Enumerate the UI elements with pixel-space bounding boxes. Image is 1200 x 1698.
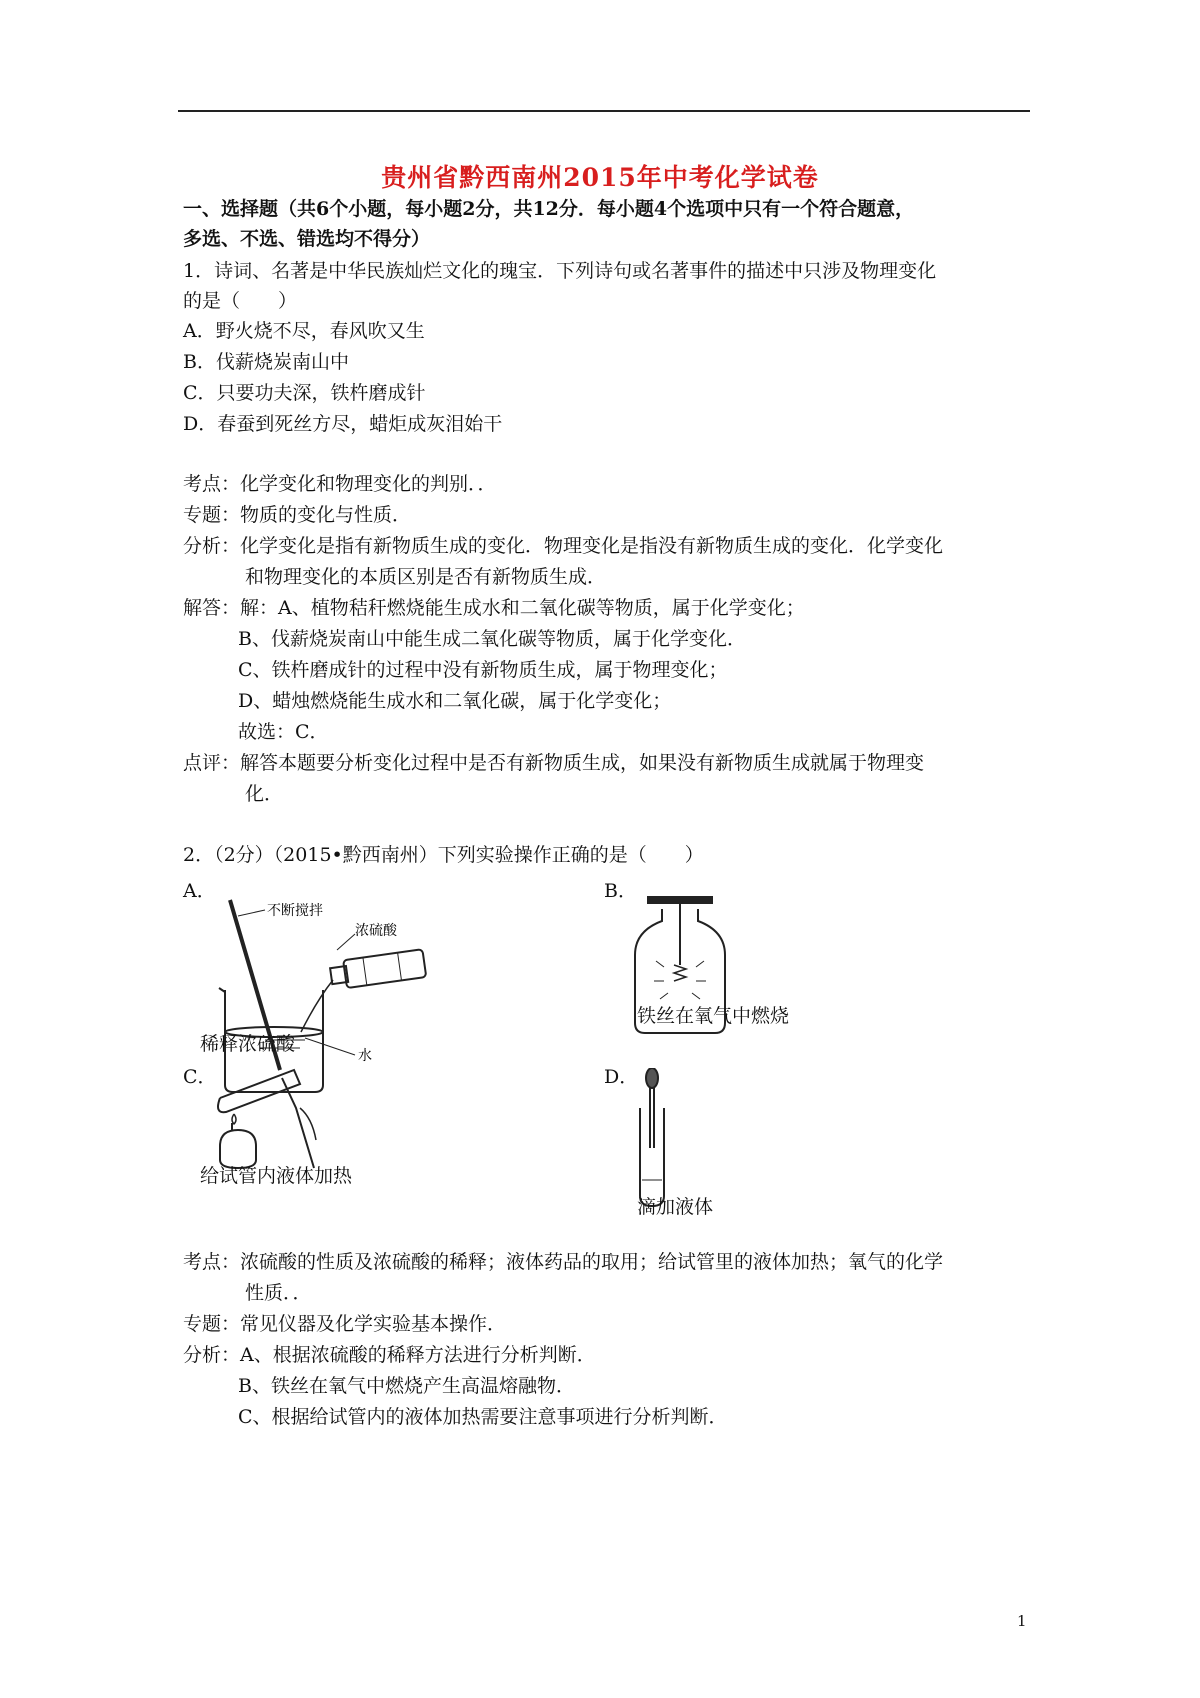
- q1-dianping: 点评：解答本题要分析变化过程中是否有新物质生成，如果没有新物质生成就属于物理变: [183, 752, 925, 774]
- q1-option-c: C．只要功夫深，铁杵磨成针: [183, 382, 426, 404]
- page-title: 贵州省黔西南州2015年中考化学试卷: [381, 163, 819, 192]
- q2-option-c: C．: [183, 1066, 217, 1088]
- q1-kaodian: 考点：化学变化和物理变化的判别．．: [183, 473, 497, 495]
- q1-option-a: A．野火烧不尽，春风吹又生: [183, 320, 425, 342]
- q1-stem-cont: 的是（ ）: [183, 290, 298, 312]
- q1-dianping-cont: 化．: [245, 783, 284, 805]
- q1-option-b: B．伐薪烧炭南山中: [183, 351, 349, 373]
- q2-stem: 2．（2分）（2015•黔西南州）下列实验操作正确的是（ ）: [183, 844, 704, 866]
- header-rule: [178, 110, 1030, 112]
- q1-fenxi-cont: 和物理变化的本质区别是否有新物质生成．: [245, 566, 607, 588]
- section-heading-cont: 多选、不选、错选均不得分）: [183, 228, 431, 250]
- q1-jieda-c: C、铁杵磨成针的过程中没有新物质生成，属于物理变化；: [238, 659, 728, 681]
- figure-dropper: [632, 1068, 672, 1208]
- q2-fenxi-b: B、铁丝在氧气中燃烧产生高温熔融物．: [238, 1375, 575, 1397]
- q1-jieda-d: D、蜡烛燃烧能生成水和二氧化碳，属于化学变化；: [238, 690, 672, 712]
- page-number: 1: [1017, 1612, 1027, 1630]
- q2-kaodian: 考点：浓硫酸的性质及浓硫酸的稀释；液体药品的取用；给试管里的液体加热；氧气的化学: [183, 1251, 944, 1273]
- q2-option-b: B．: [604, 880, 637, 902]
- q2-fenxi-c: C、根据给试管内的液体加热需要注意事项进行分析判断．: [238, 1406, 728, 1428]
- caption-dilute-acid: 稀释浓硫酸: [200, 1033, 296, 1055]
- q2-option-d: D．: [604, 1066, 639, 1088]
- q1-fenxi: 分析：化学变化是指有新物质生成的变化．物理变化是指没有新物质生成的变化．化学变化: [183, 535, 944, 557]
- label-water: 水: [358, 1048, 372, 1064]
- q2-fenxi: 分析：A、根据浓硫酸的稀释方法进行分析判断．: [183, 1344, 596, 1366]
- caption-dropper: 滴加液体: [637, 1196, 714, 1218]
- q1-jieda: 解答：解：A、植物秸秆燃烧能生成水和二氧化碳等物质，属于化学变化；: [183, 597, 805, 619]
- label-acid: 浓硫酸: [355, 923, 397, 939]
- q1-jieda-b: B、伐薪烧炭南山中能生成二氧化碳等物质，属于化学变化．: [238, 628, 746, 650]
- q2-kaodian-cont: 性质．．: [245, 1282, 312, 1304]
- caption-iron-burning: 铁丝在氧气中燃烧: [637, 1005, 790, 1027]
- label-stir: 不断搅拌: [267, 903, 323, 919]
- q1-jieda-answer: 故选：C．: [238, 721, 329, 743]
- q1-option-d: D．春蚕到死丝方尽，蜡炬成灰泪始干: [183, 413, 503, 435]
- q2-zhuanti: 专题：常见仪器及化学实验基本操作．: [183, 1313, 507, 1335]
- q1-stem: 1．诗词、名著是中华民族灿烂文化的瑰宝．下列诗句或名著事件的描述中只涉及物理变化: [183, 260, 937, 282]
- caption-heating-tube: 给试管内液体加热: [200, 1165, 353, 1187]
- section-heading: 一、选择题（共6个小题，每小题2分，共12分．每小题4个选项中只有一个符合题意，: [183, 198, 915, 220]
- q1-zhuanti: 专题：物质的变化与性质．: [183, 504, 412, 526]
- q2-option-a: A．: [183, 880, 216, 902]
- figure-dilute-acid: [205, 880, 495, 1095]
